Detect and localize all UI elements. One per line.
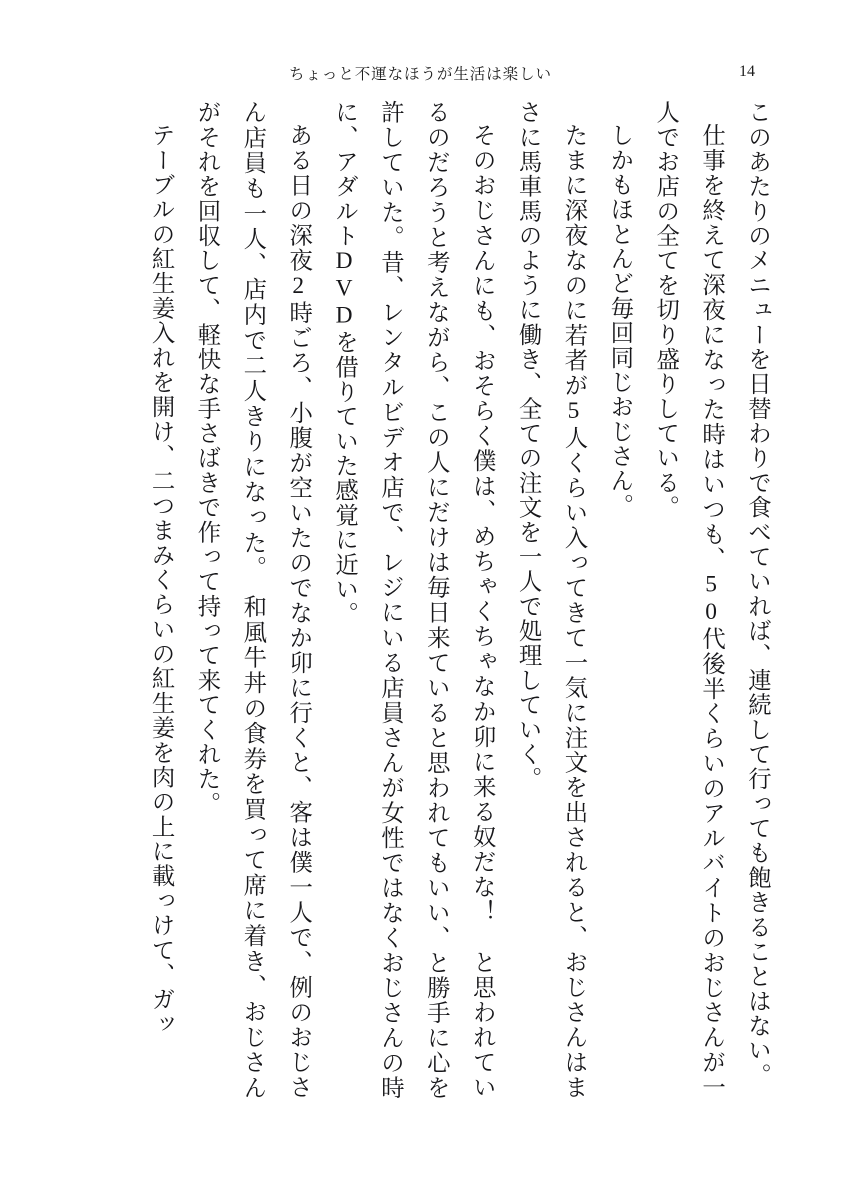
paragraph: そのおじさんにも、おそらく僕は、めちゃくちゃなか卯に来る奴だな！ と思われているのだろうと考えながら、この人にだけは毎日来ていると思われてもいい、と勝手に心を許していた。昔、レンタルビデオ店で、レジにいる店員さんが女性ではなくおじさんの時に、アダルトDVDを借りていた感覚に近い。 [331, 100, 495, 1100]
running-header [0, 62, 841, 88]
paragraph: テーブルの紅生姜入れを開け、二つまみくらいの紅生姜を肉の上に載っけて、ガッ [147, 123, 174, 1037]
running-title: ちょっと不運なほうが生活は楽しい [289, 66, 552, 83]
paragraph: しかもほとんど毎回同じおじさん。 [606, 123, 633, 519]
paragraph: たまに深夜なのに若者が5人くらい入ってきて一気に注文を出されると、おじさんはまさに馬車馬のように働き、全ての注文を一人で処理していく。 [514, 100, 587, 1100]
page-number: 14 [739, 63, 755, 80]
paragraph: 仕事を終えて深夜になった時はいつも、50代後半くらいのアルバイトのおじさんが一人でお店の全てを切り盛りしている。 [652, 100, 725, 1100]
paragraph: このあたりのメニューを日替わりで食べていれば、連続して行っても飽きることはない。 [744, 100, 770, 1088]
paragraph: ある日の深夜2時ごろ、小腹が空いたのでなか卯に行くと、客は僕一人で、例のおじさん店員も一人、店内で二人きりになった。 和風牛丼の食券を買って席に着き、おじさんがそれを回収して、軽快な手さばきで作って持って来てくれた。 [193, 100, 312, 1100]
body-text-block [62, 100, 779, 1100]
